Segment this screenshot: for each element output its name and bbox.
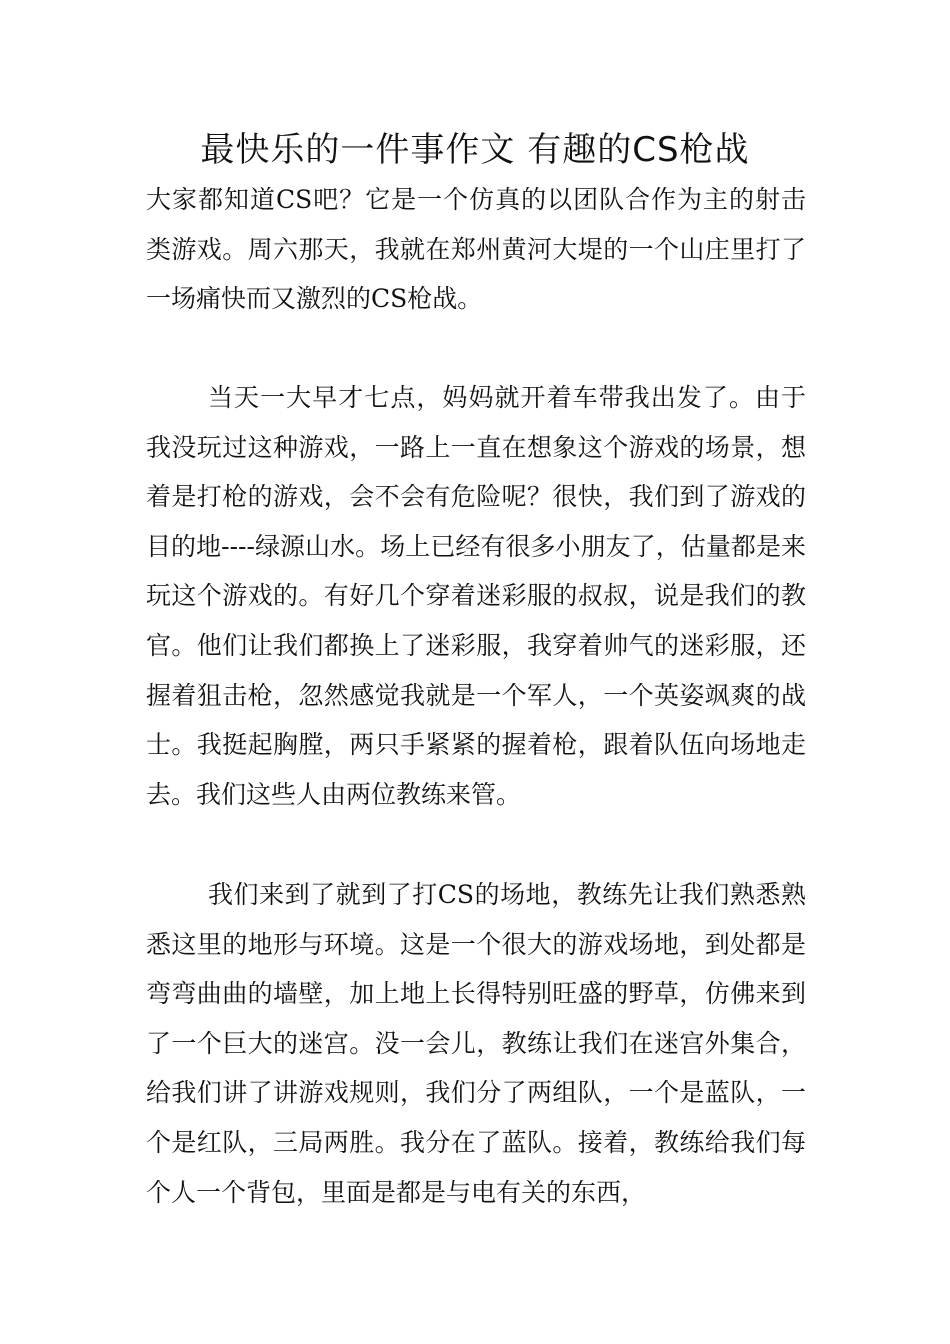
paragraph-1: 大家都知道CS吧？它是一个仿真的以团队合作为主的射击类游戏。周六那天，我就在郑州黄河大堤的一个山庄里打了一场痛快而又激烈的CS枪战。 [146, 185, 806, 314]
paragraph-2: 当天一大早才七点，妈妈就开着车带我出发了。由于我没玩过这种游戏，一路上一直在想象这个游戏的场景，想着是打枪的游戏，会不会有危险呢？很快，我们到了游戏的目的地----绿源山水。场上已经有很多小朋友了，估量都是来玩这个游戏的。有好几个穿着迷彩服的叔叔，说是我们的教官。他们让我们都换上了迷彩服，我穿着帅气的迷彩服，还握着狙击枪，忽然感觉我就是一个军人，一个英姿飒爽的战士。我挺起胸膛，两只手紧紧的握着枪，跟着队伍向场地走去。我们这些人由两位教练来管。 [146, 383, 806, 809]
document-title: 最快乐的一件事作文 有趣的CS枪战 [200, 130, 750, 170]
paragraph-3: 我们来到了就到了打CS的场地，教练先让我们熟悉熟悉这里的地形与环境。这是一个很大的游戏场地，到处都是弯弯曲曲的墙壁，加上地上长得特别旺盛的野草，仿佛来到了一个巨大的迷宫。没一会儿，教练让我们在迷宫外集合，给我们讲了讲游戏规则，我们分了两组队，一个是蓝队，一个是红队，三局两胜。我分在了蓝队。接着，教练给我们每个人一个背包，里面是都是与电有关的东西， [146, 880, 806, 1207]
